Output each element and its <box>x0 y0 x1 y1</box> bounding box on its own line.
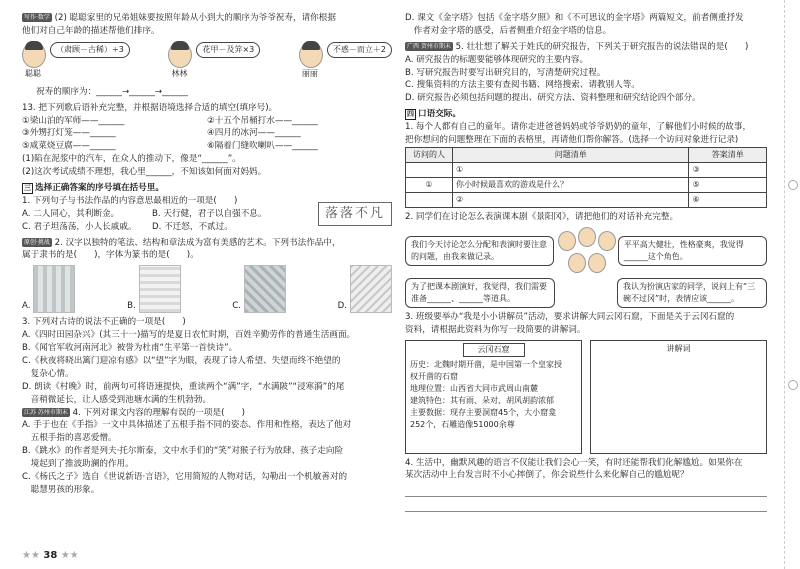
q13-item: ②十五个吊桶打水——______ <box>207 115 318 126</box>
oral-q1-line2: 把你想问的问题整理在下面的表格里，再请他们帮你解答。(选择一个访问对象进行记录) <box>405 135 739 146</box>
speech-bubble: 不惑－而立＋2 <box>327 42 392 58</box>
oral-q2: 2. 同学们在讨论怎么表演课本剧《景阳冈》，请把他们的对话补充完整。 <box>405 211 679 222</box>
guide-area <box>405 340 767 454</box>
table-cell[interactable]: ① <box>453 162 689 177</box>
q4-option: 境起到了推波助澜的作用。 <box>22 459 134 470</box>
info-line: 252个，石雕造像51000余尊 <box>410 419 515 429</box>
kid-linlin: 林林 花甲－及笄×3 <box>168 42 260 84</box>
info-line: 主要数据：现存主要洞窟45个，大小窟龛 <box>410 407 557 417</box>
table-cell[interactable] <box>406 162 453 177</box>
table-cell[interactable]: ② <box>453 192 689 207</box>
calligraphy-sample-image <box>139 265 181 313</box>
q13-item: ⑤咸菜烧豆腐——______ <box>22 141 116 152</box>
q13-item: ⑥隔着门缝吹喇叭——______ <box>207 141 318 152</box>
q3: 3. 下列对古诗的说法不正确的一项是( ) <box>22 317 186 328</box>
kid-face-icon <box>22 42 46 68</box>
sample-c: C. <box>232 265 286 313</box>
q4-tag: 江苏 苏州市期末 <box>24 408 68 416</box>
q3-option: D. 朗读《村晚》时，前两句可将语速提快，重读两个“满”字，“水满陂”“浸寒漪”的尾 <box>22 381 345 392</box>
calligraphy-sample-image <box>33 265 75 313</box>
section-number: 三 <box>24 184 31 193</box>
q2-line2: 属于隶书的是( )，字体为篆书的是( )。 <box>22 250 199 261</box>
q1-option: B. 天行健，君子以自强不息。 <box>152 208 267 219</box>
table-row <box>406 177 767 192</box>
info-line: 建筑特色：其有雨、朵对、胡风胡韵浓郁 <box>410 395 554 405</box>
q3-option: B.《闻官军收河南河北》被誉为杜甫“生平第一首快诗”。 <box>22 343 238 354</box>
speech-bubble: 花甲－及笄×3 <box>196 42 260 58</box>
q13-item: ①梁山泊的军师——______ <box>22 115 125 126</box>
d-option: D. 课文《金字塔》包括《金字塔夕照》和《不可思议的金字塔》两篇短文，前者侧重抒发 <box>405 13 744 23</box>
q2-line1: 原创·挑战 2. 汉字以独特的笔法、结构和章法成为富有美感的艺术。下列书法作品中， <box>24 237 341 248</box>
table-row <box>406 192 767 207</box>
q1-option: D. 不迁怒，不贰过。 <box>152 221 233 232</box>
table-header: 答案清单 <box>689 147 767 162</box>
q1-opts-row1 <box>22 208 282 221</box>
q5-option: A. 研究报告的标题要能够体现研究的主要内容。 <box>405 54 589 65</box>
kid-lili: 丽丽 不惑－而立＋2 <box>299 42 392 84</box>
calligraphy-samples <box>22 265 392 313</box>
q13-item: ④四月的冰河——______ <box>207 128 301 139</box>
q1-opts-row2 <box>22 221 282 234</box>
sample-d: D. <box>338 265 392 313</box>
info-box-title: 云冈石窟 <box>463 343 525 357</box>
explanation-box[interactable] <box>590 340 767 454</box>
oral-q1-line1: 1. 每个人都有自己的童年。请你走进爸爸妈妈或爷爷奶奶的童年，了解他们小时候的故事， <box>405 122 752 133</box>
q1: 1. 下列句子与书法作品的内容意思最相近的一项是( ) <box>22 195 238 206</box>
sample-a: A. <box>22 265 75 313</box>
q5-line: 广西 贺州市期末 5. 壮壮想了解关于姓氏的研究报告，下列关于研究报告的说法错误的是( ) <box>407 41 749 52</box>
table-cell[interactable]: 你小时候最喜欢的游戏是什么？ <box>453 177 689 192</box>
calligraphy-sample-image <box>350 265 392 313</box>
table-cell[interactable]: ③ <box>689 162 767 177</box>
oral-q3-line2: 资料，请根据此资料为你写一段简要的讲解词。 <box>405 324 586 335</box>
q2-tag: 原创·挑战 <box>24 238 50 246</box>
q4-option: 五根手指的喜恶爱憎。 <box>22 433 117 444</box>
sample-b: B. <box>127 265 181 313</box>
table-cell[interactable]: ⑥ <box>689 192 767 207</box>
kid-congcong: 聪聪 （肃顾－古稀）÷3 <box>22 42 130 84</box>
dialog-left-bubble: 我们今天讨论怎么分配和表演时要注意的问题，由我来做记录。 <box>405 236 554 266</box>
q2-intro-line1: 写作·数学 (2) 聪聪家里的兄弟姐妹要按照年龄从小到大的顺序为爷爷祝寿，请你根据 <box>24 13 336 23</box>
table-cell[interactable]: ① <box>406 177 453 192</box>
table-cell[interactable]: ⑤ <box>689 177 767 192</box>
kid-face-icon <box>299 42 323 68</box>
info-box <box>405 340 582 454</box>
oral-q3-line1: 3. 班级要举办“我是小小讲解员”活动，要求讲解大同云冈石窟，下面是关于云冈石窟的 <box>405 311 735 322</box>
q4-option: B.《跳水》的作者是列夫·托尔斯泰，文中水手们的“笑”对猴子行为放肆、孩子走向险 <box>22 446 344 457</box>
info-line: 地理位置：山西省大同市武周山南麓 <box>410 383 538 393</box>
q5-option: C. 搜集资料的方法主要有查阅书籍、网络搜索、请教别人等。 <box>405 80 640 91</box>
students-illustration <box>554 227 618 275</box>
q1-option: C. 君子坦荡荡，小人长戚戚。 <box>22 221 137 232</box>
binding-hole-icon <box>788 380 798 390</box>
table-header: 访问的人 <box>406 147 453 162</box>
binding-hole-icon <box>788 180 798 190</box>
q5-tag: 广西 贺州市期末 <box>407 42 451 50</box>
table-row <box>406 162 767 177</box>
explanation-title: 讲解词 <box>666 343 691 353</box>
q2-order: 祝寿的顺序为：______→______→______ <box>36 86 188 97</box>
dialog-area-bottom <box>405 278 767 308</box>
left-column <box>22 12 392 497</box>
q4-option: C.《杨氏之子》选自《世说新语·言语》，它用简短的人物对话，勾勒出一个机敏善对的 <box>22 472 348 483</box>
info-line: 权开凿的石窟 <box>410 371 458 381</box>
kids-row <box>22 42 392 84</box>
calligraphy-sample-image <box>244 265 286 313</box>
q13-items-row1 <box>22 115 392 128</box>
speech-bubble: （肃顾－古稀）÷3 <box>50 42 130 58</box>
section-3-heading: 三 选择正确答案的序号填在括号里。 <box>24 183 164 194</box>
q13-sub1: (1)陷在泥浆中的汽车，在众人的推动下，像是“______”。 <box>22 154 241 165</box>
q1-option: A. 二人同心，其利断金。 <box>22 208 120 219</box>
dialog-bottom-bubble: 为了把课本剧演好，我觉得，我们需要准备______、______等道具。 <box>405 278 555 308</box>
q2-tag: 写作·数学 <box>24 14 50 21</box>
q1-row <box>22 195 392 234</box>
table-header: 问题清单 <box>453 147 689 162</box>
right-column <box>405 12 767 512</box>
q3-option: 音稍微延长，让人感受到池塘水满的生机勃勃。 <box>22 394 212 405</box>
d-option: 作者对金字塔的感受，后者侧重介绍金字塔的信息。 <box>405 25 612 36</box>
q13: 13. 把下列歌后语补充完整，并根据语境选择合适的填空(填序号)。 <box>22 102 278 113</box>
dialog-right-bubble-2: 我认为扮演店家的同学，说问上有“三碗不过冈”时，表情应该______。 <box>617 278 767 308</box>
q13-sub2: (2)这次考试成绩不理想，我心里______，不知该如何面对妈妈。 <box>22 167 267 178</box>
page-number: ★★ 38 ★★ <box>22 550 79 561</box>
q13-items-row2 <box>22 127 392 140</box>
section-number: 四 <box>407 110 414 119</box>
oral-q4-line1: 4. 生活中，幽默风趣的语言不仅能让我们会心一笑，有时还能帮我们化解尴尬。如果你在 <box>405 457 743 468</box>
q2-intro-line2: 他们对自己年龄的描述帮他们排序。 <box>22 25 160 36</box>
binding-margin <box>784 0 799 569</box>
calligraphy-image: 落落不凡 <box>318 202 392 226</box>
q4-option: 聪慧男孩的形象。 <box>22 484 100 495</box>
table-cell[interactable] <box>406 192 453 207</box>
kid-face-icon <box>168 42 192 68</box>
interview-table <box>405 147 767 208</box>
q3-option: C.《秋夜将晓出篱门迎凉有感》以“望”字为眼，表现了诗人希望、失望而终不绝望的 <box>22 356 341 367</box>
q3-option: A.《四时田园杂兴》(其三十一)描写的是夏日农忙时期，百姓辛勤劳作的普通生活画面。 <box>22 330 356 341</box>
q13-items-row3 <box>22 140 392 153</box>
q4-option: A. 手于也在《手指》一文中具体描述了五根手指不同的姿态、作用和性格，表达了他对 <box>22 420 352 431</box>
section-4-heading: 四 口语交际。 <box>407 109 461 120</box>
table-header-row <box>406 147 767 162</box>
info-line: 历史：北魏时期开凿，是中国第一个皇家授 <box>410 359 562 369</box>
q3-option: 复杂心情。 <box>22 368 74 379</box>
dialog-right-bubble: 平平高大健壮，性格豪爽，我觉得______这个角色。 <box>618 236 767 266</box>
answer-line[interactable] <box>405 499 767 512</box>
dialog-area <box>405 227 767 275</box>
q13-item: ③外甥打灯笼——______ <box>22 128 116 139</box>
q5-option: B. 写研究报告时要写出研究目的，写清楚研究过程。 <box>405 67 606 78</box>
oral-q4-line2: 某次活动中上台发言时不小心摔倒了，你会说些什么来化解自己的尴尬呢？ <box>405 470 689 481</box>
q5-option: D. 研究报告必须包括问题的提出、研究方法、资料整理和研究结论四个部分。 <box>405 93 701 104</box>
q4-line: 江苏 苏州市期末 4. 下列对课文内容的理解有误的一项是( ) <box>24 407 245 418</box>
answer-line[interactable] <box>405 484 767 497</box>
